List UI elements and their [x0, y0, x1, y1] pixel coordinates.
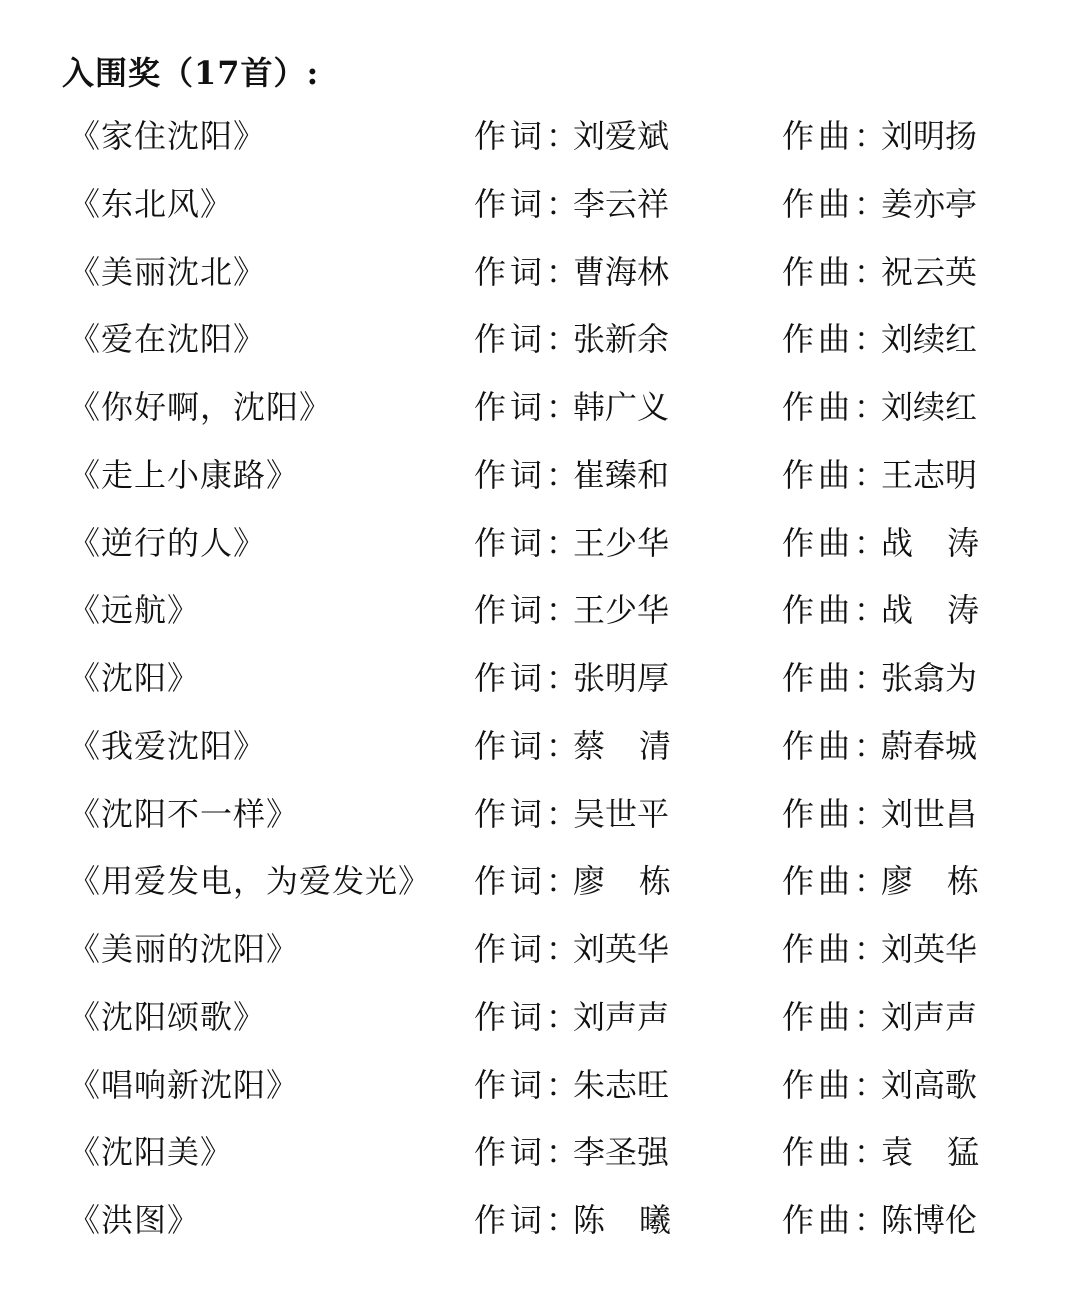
lyricist-name: 李云祥: [573, 184, 670, 223]
lyricist-label: 作词：: [474, 930, 583, 968]
song-title: 《洪图》: [68, 1201, 201, 1239]
song-title: 《沈阳》: [68, 659, 201, 697]
lyricist-label: 作词：: [474, 117, 583, 155]
composer-label: 作曲：: [782, 320, 891, 359]
song-title: 《逆行的人》: [68, 523, 267, 562]
lyricist-name: 李圣强: [573, 1133, 670, 1172]
lyricist-name: 张明厚: [573, 659, 670, 697]
lyricist-label: 作词：: [474, 726, 583, 765]
song-title: 《走上小康路》: [68, 455, 300, 494]
composer-label: 作曲：: [782, 388, 891, 426]
song-title: 《你好啊，沈阳》: [68, 388, 333, 426]
lyricist-label: 作词：: [474, 862, 583, 901]
lyricist-name: 王少华: [573, 523, 670, 562]
song-title: 《唱响新沈阳》: [68, 1065, 300, 1104]
composer-name: 陈博伦: [881, 1201, 978, 1239]
lyricist-label: 作词：: [474, 1065, 583, 1104]
composer-name: 战 涛: [881, 591, 979, 630]
lyricist-label: 作词：: [474, 591, 583, 630]
song-row: [0, 794, 1080, 834]
song-row: [0, 523, 1080, 563]
song-row: [0, 590, 1080, 630]
composer-name: 刘英华: [881, 930, 978, 968]
composer-label: 作曲：: [782, 252, 891, 291]
composer-label: 作曲：: [782, 930, 891, 968]
song-row: [0, 387, 1080, 427]
lyricist-name: 崔臻和: [573, 455, 670, 494]
song-row: [0, 184, 1080, 224]
composer-label: 作曲：: [782, 591, 891, 630]
composer-name: 战 涛: [881, 523, 979, 562]
composer-label: 作曲：: [782, 794, 891, 833]
composer-name: 廖 栋: [881, 862, 979, 901]
section-heading: 入围奖（17首）:: [62, 54, 320, 92]
composer-label: 作曲：: [782, 523, 891, 562]
lyricist-label: 作词：: [474, 794, 583, 833]
composer-name: 祝云英: [881, 252, 978, 291]
lyricist-name: 吴世平: [573, 794, 670, 833]
song-row: [0, 455, 1080, 495]
composer-name: 姜亦亭: [881, 184, 978, 223]
lyricist-name: 刘爱斌: [573, 117, 670, 155]
composer-name: 刘世昌: [881, 794, 978, 833]
lyricist-name: 陈 曦: [573, 1201, 671, 1239]
composer-name: 袁 猛: [881, 1133, 979, 1172]
song-title: 《远航》: [68, 591, 201, 630]
song-title: 《美丽沈北》: [68, 252, 267, 291]
song-row: [0, 861, 1080, 901]
lyricist-label: 作词：: [474, 184, 583, 223]
composer-name: 刘续红: [881, 320, 978, 359]
song-row: [0, 929, 1080, 969]
lyricist-name: 张新余: [573, 320, 670, 359]
song-title: 《东北风》: [68, 184, 234, 223]
composer-name: 刘高歌: [881, 1065, 978, 1104]
composer-name: 王志明: [881, 455, 978, 494]
lyricist-name: 朱志旺: [573, 1065, 670, 1104]
song-row: [0, 319, 1080, 359]
song-title: 《爱在沈阳》: [68, 320, 267, 359]
song-row: [0, 1132, 1080, 1172]
song-row: [0, 252, 1080, 292]
composer-name: 刘声声: [881, 997, 978, 1036]
composer-name: 张翕为: [881, 659, 978, 697]
lyricist-name: 刘英华: [573, 930, 670, 968]
lyricist-label: 作词：: [474, 388, 583, 426]
composer-label: 作曲：: [782, 184, 891, 223]
song-title: 《我爱沈阳》: [68, 726, 267, 765]
composer-label: 作曲：: [782, 1133, 891, 1172]
lyricist-name: 曹海林: [573, 252, 670, 291]
song-row: [0, 1200, 1080, 1240]
lyricist-label: 作词：: [474, 320, 583, 359]
lyricist-name: 蔡 清: [573, 726, 671, 765]
composer-name: 刘续红: [881, 388, 978, 426]
lyricist-label: 作词：: [474, 659, 583, 697]
song-row: [0, 1065, 1080, 1105]
composer-label: 作曲：: [782, 659, 891, 697]
composer-label: 作曲：: [782, 1065, 891, 1104]
lyricist-label: 作词：: [474, 1201, 583, 1239]
composer-name: 刘明扬: [881, 117, 978, 155]
lyricist-name: 韩广义: [573, 388, 670, 426]
lyricist-name: 刘声声: [573, 997, 670, 1036]
lyricist-name: 王少华: [573, 591, 670, 630]
lyricist-label: 作词：: [474, 523, 583, 562]
lyricist-name: 廖 栋: [573, 862, 671, 901]
song-title: 《沈阳美》: [68, 1133, 234, 1172]
lyricist-label: 作词：: [474, 455, 583, 494]
lyricist-label: 作词：: [474, 252, 583, 291]
composer-label: 作曲：: [782, 117, 891, 155]
lyricist-label: 作词：: [474, 997, 583, 1036]
song-title: 《美丽的沈阳》: [68, 930, 300, 968]
composer-label: 作曲：: [782, 862, 891, 901]
song-row: [0, 658, 1080, 698]
composer-label: 作曲：: [782, 455, 891, 494]
composer-label: 作曲：: [782, 997, 891, 1036]
song-title: 《沈阳不一样》: [68, 794, 300, 833]
composer-name: 蔚春城: [881, 726, 978, 765]
song-title: 《家住沈阳》: [68, 117, 267, 155]
song-row: [0, 997, 1080, 1037]
song-title: 《沈阳颂歌》: [68, 997, 267, 1036]
song-row: [0, 726, 1080, 766]
composer-label: 作曲：: [782, 1201, 891, 1239]
song-row: [0, 116, 1080, 156]
song-title: 《用爱发电，为爱发光》: [68, 862, 432, 901]
composer-label: 作曲：: [782, 726, 891, 765]
lyricist-label: 作词：: [474, 1133, 583, 1172]
